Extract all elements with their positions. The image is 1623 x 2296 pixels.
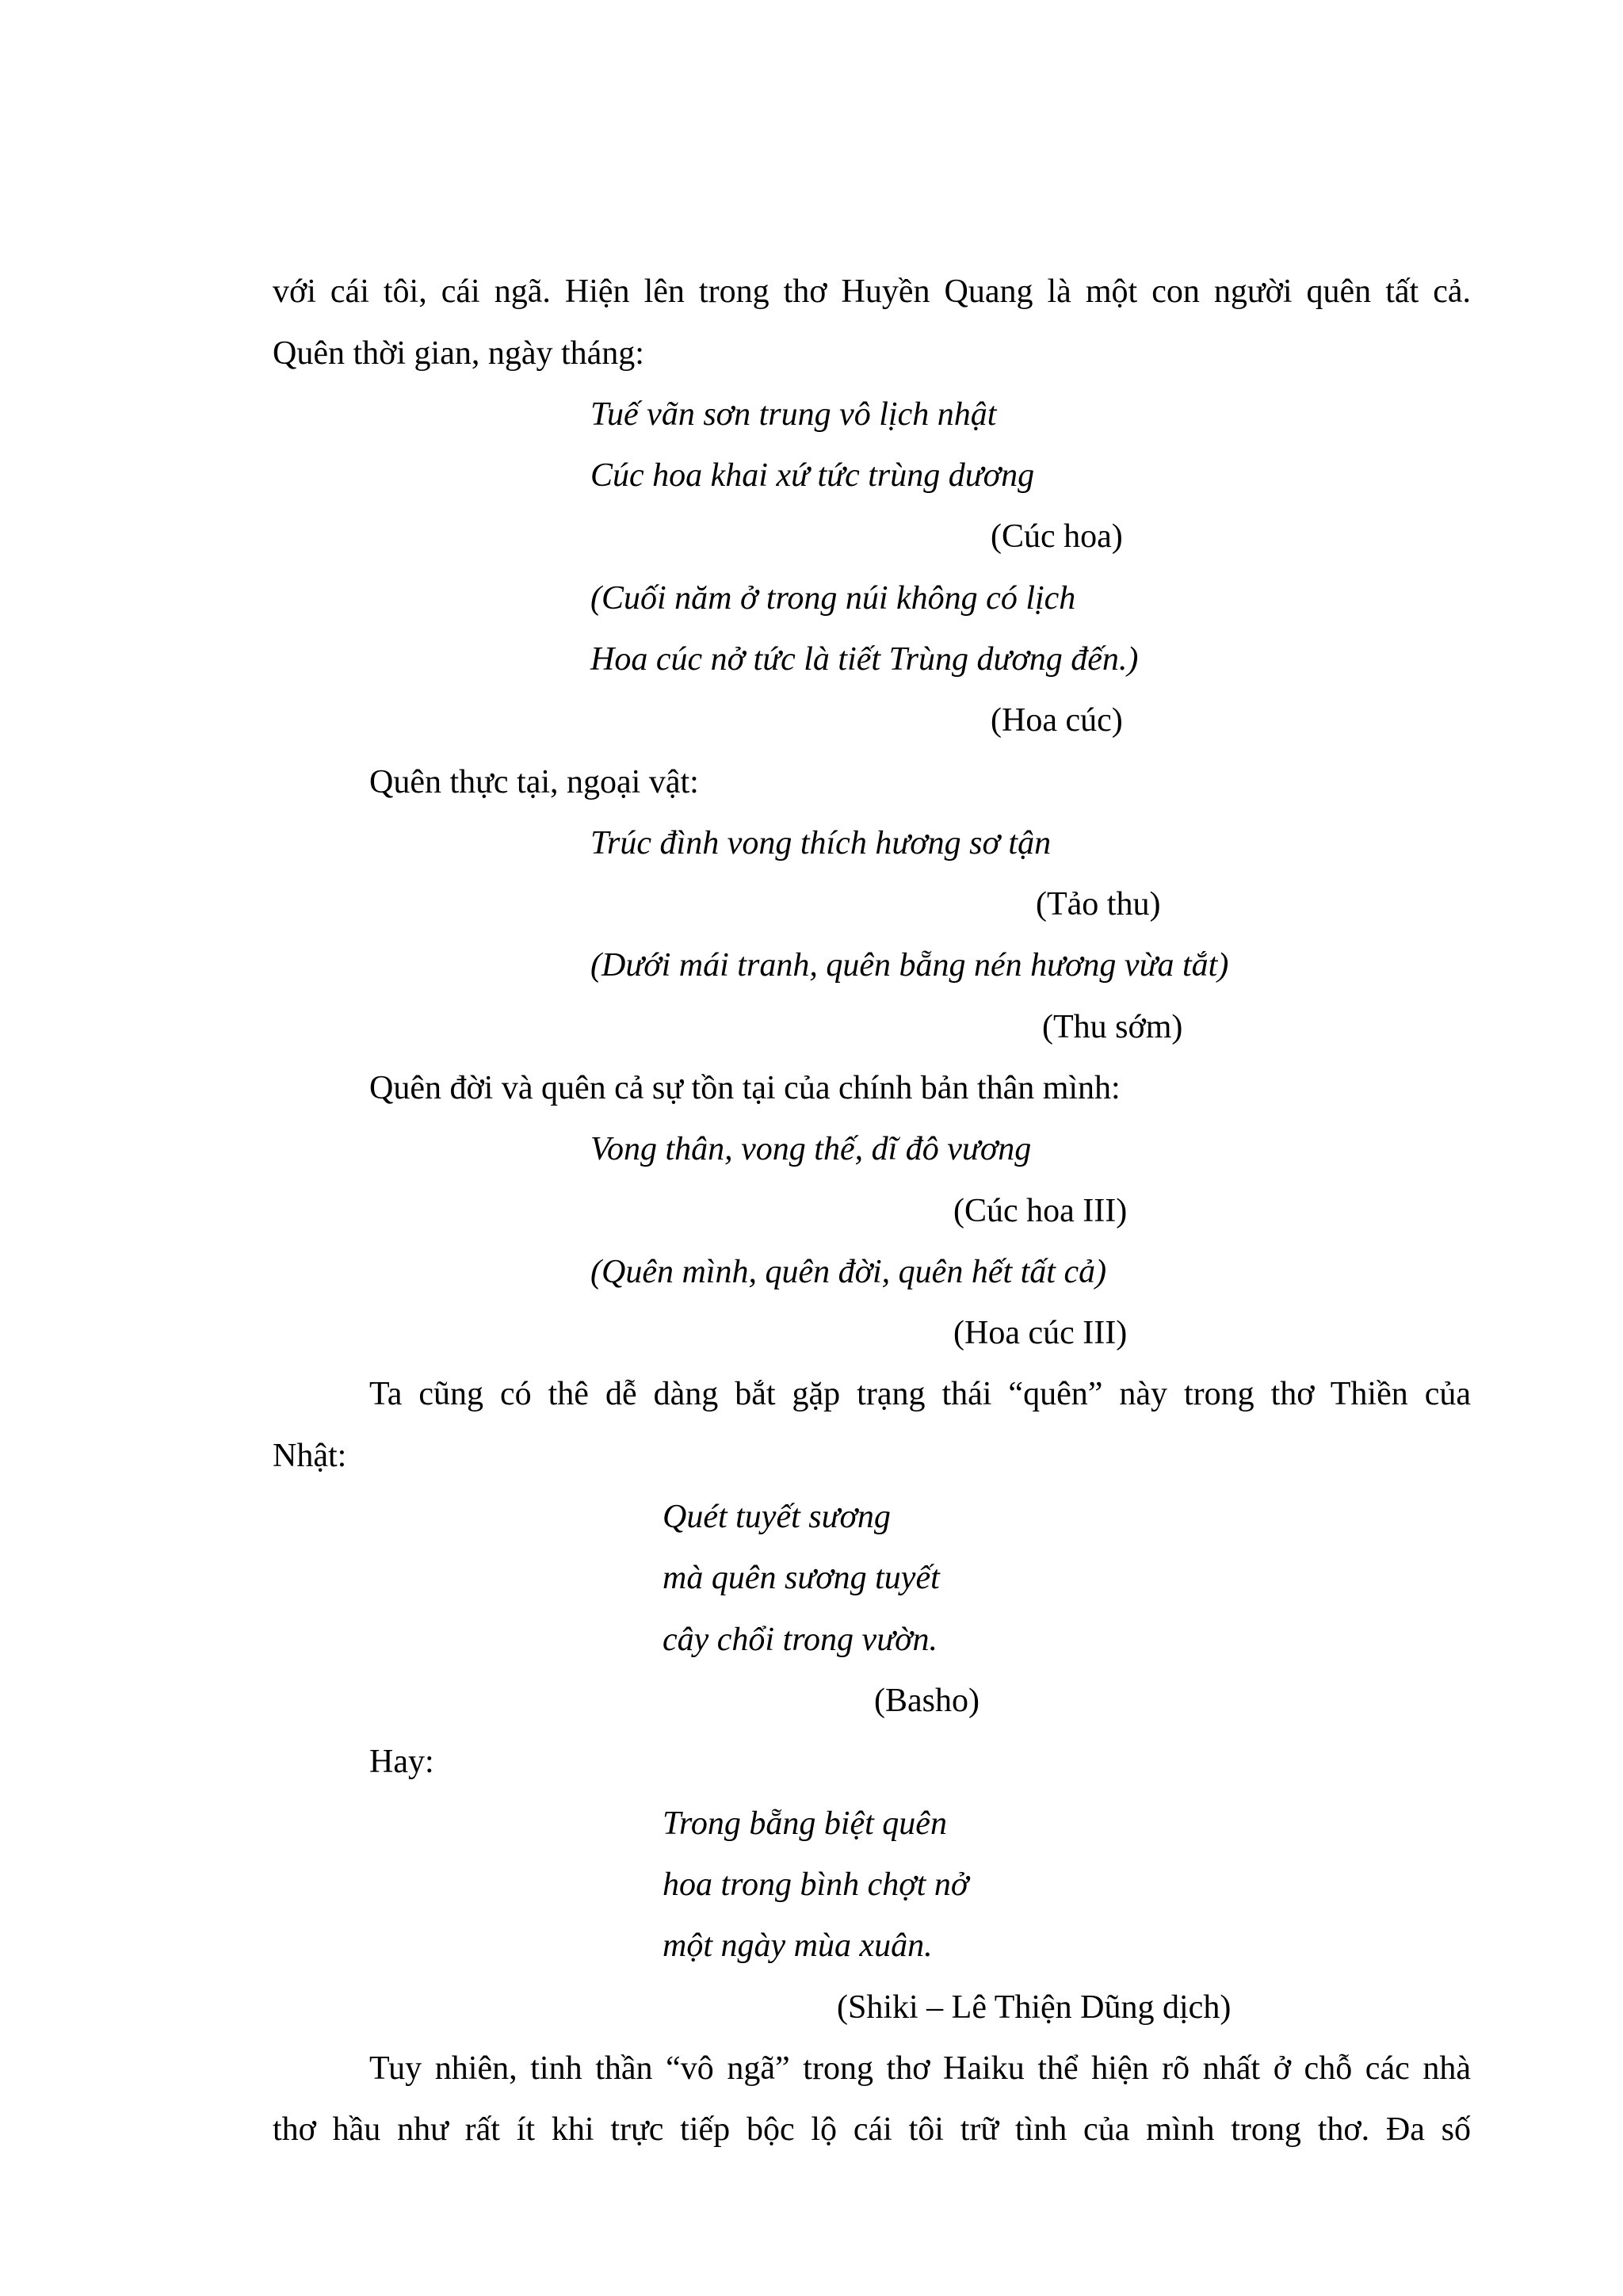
paragraph-line: Quên thời gian, ngày tháng: — [273, 335, 644, 372]
translation-line: (Cuối năm ở trong núi không có lịch — [590, 580, 1076, 617]
paragraph-line: Nhật: — [273, 1438, 347, 1474]
poem-source: (Cúc hoa III) — [953, 1193, 1128, 1229]
paragraph-line: Ta cũng có thê dễ dàng bắt gặp trạng thái “quên” này trong thơ Thiền của — [369, 1376, 1471, 1412]
paragraph-line: Quên thực tại, ngoại vật: — [369, 764, 699, 800]
haiku-line: mà quên sương tuyết — [663, 1560, 940, 1596]
translation-source: (Hoa cúc III) — [953, 1315, 1128, 1351]
translation-line: Hoa cúc nở tức là tiết Trùng dương đến.) — [590, 641, 1139, 678]
haiku-source: (Basho) — [874, 1683, 980, 1719]
poem-source: (Tảo thu) — [1036, 886, 1161, 923]
paragraph-line: Tuy nhiên, tinh thần “vô ngã” trong thơ Haiku thể hiện rõ nhất ở chỗ các nhà — [369, 2050, 1471, 2087]
paragraph-line: Quên đời và quên cả sự tồn tại của chính bản thân mình: — [369, 1070, 1121, 1106]
translation-source: (Hoa cúc) — [991, 702, 1123, 739]
haiku-line: cây chổi trong vườn. — [663, 1622, 938, 1658]
haiku-line: Trong bẵng biệt quên — [663, 1805, 947, 1842]
translation-source: (Thu sớm) — [1042, 1009, 1183, 1045]
haiku-source: (Shiki – Lê Thiện Dũng dịch) — [837, 1989, 1232, 2026]
haiku-line: một ngày mùa xuân. — [663, 1927, 933, 1964]
haiku-line: hoa trong bình chợt nở — [663, 1866, 969, 1903]
translation-line: (Quên mình, quên đời, quên hết tất cả) — [590, 1254, 1107, 1290]
paragraph-line: thơ hầu như rất ít khi trực tiếp bộc lộ cái tôi trữ tình của mình trong thơ. Đa số — [273, 2111, 1471, 2148]
translation-line: (Dưới mái tranh, quên bẵng nén hương vừa tắt) — [590, 947, 1229, 984]
poem-line: Trúc đình vong thích hương sơ tận — [590, 825, 1052, 861]
paragraph-line: Hay: — [369, 1744, 434, 1780]
poem-line: Vong thân, vong thế, dĩ đô vương — [590, 1131, 1032, 1167]
haiku-line: Quét tuyết sương — [663, 1499, 891, 1535]
poem-line: Tuế vãn sơn trung vô lịch nhật — [590, 396, 997, 433]
paragraph-line: với cái tôi, cái ngã. Hiện lên trong thơ Huyền Quang là một con người quên tất cả. — [273, 273, 1471, 310]
poem-source: (Cúc hoa) — [991, 518, 1123, 555]
poem-line: Cúc hoa khai xứ tức trùng dương — [590, 457, 1035, 494]
